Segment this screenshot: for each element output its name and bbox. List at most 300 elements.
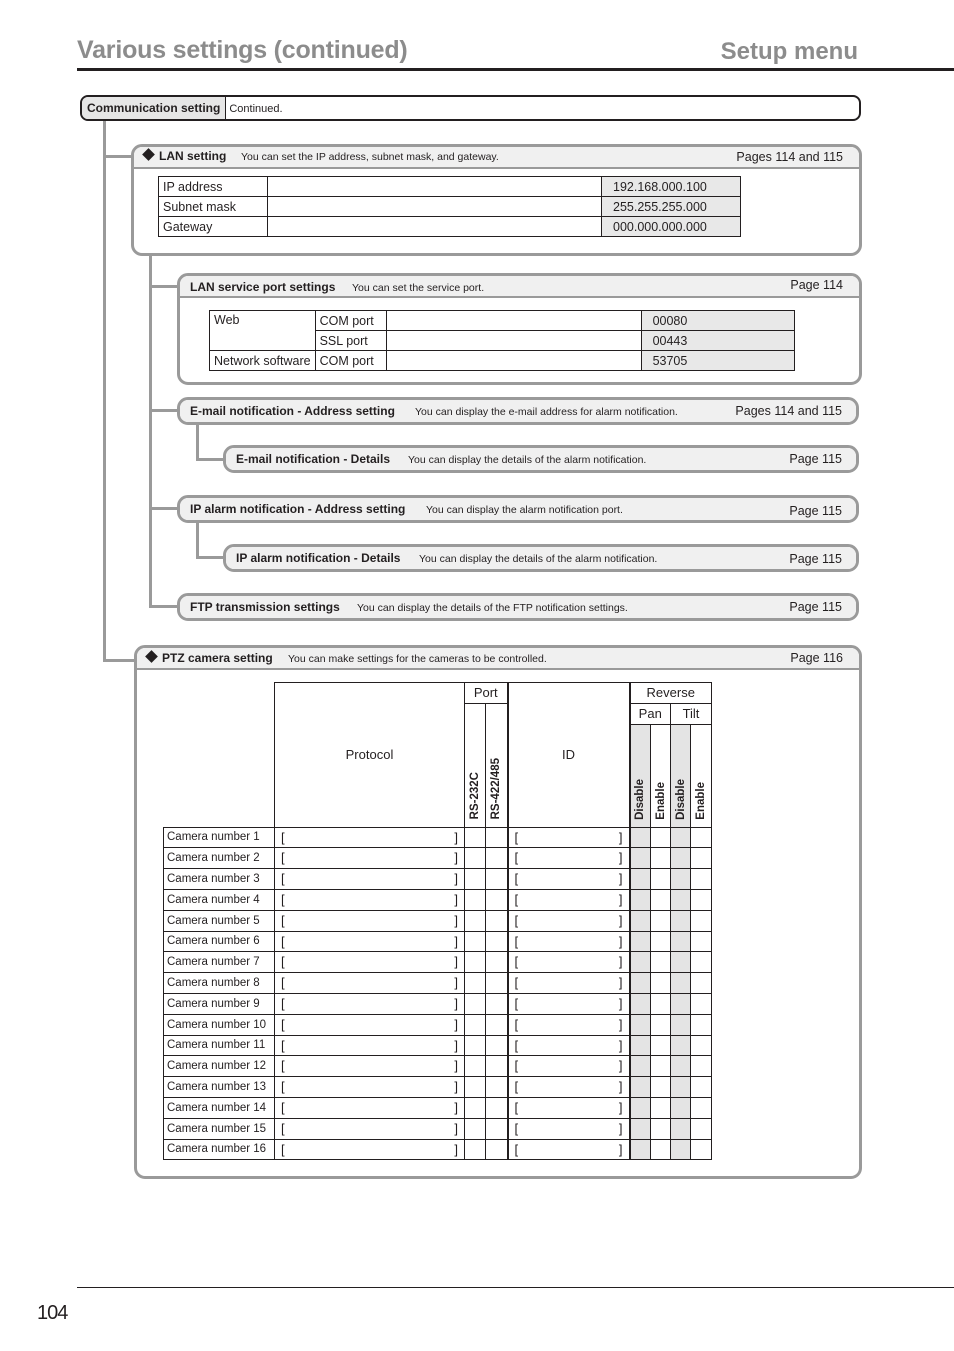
tilt-disable-cell bbox=[671, 1097, 691, 1118]
protocol-cell bbox=[275, 1056, 465, 1077]
tilt-enable-cell bbox=[691, 973, 712, 994]
bracket-open: [ bbox=[514, 850, 519, 866]
rs422-cell bbox=[486, 1014, 508, 1035]
camera-label: Camera number 6 bbox=[164, 931, 275, 952]
tree-branch-email-details bbox=[196, 458, 225, 461]
bracket-close: ] bbox=[454, 850, 458, 866]
id-cell bbox=[508, 1077, 630, 1098]
id-cell bbox=[508, 910, 630, 931]
table-row bbox=[164, 1118, 712, 1139]
email-details-header bbox=[226, 448, 856, 470]
service-port-table bbox=[209, 310, 795, 371]
tilt-enable-cell bbox=[691, 1097, 712, 1118]
ftp-pages: Page 115 bbox=[789, 600, 842, 614]
bracket-close: ] bbox=[454, 1058, 458, 1074]
tree-email-line bbox=[196, 424, 199, 461]
pan-disable-cell bbox=[630, 889, 651, 910]
ptz-table bbox=[163, 682, 712, 1160]
table-row bbox=[164, 931, 712, 952]
footer-rule bbox=[77, 1287, 954, 1288]
pan-enable-cell bbox=[651, 869, 671, 890]
rs232c-cell bbox=[465, 1056, 486, 1077]
lan-row-value: 255.255.255.000 bbox=[602, 197, 741, 217]
pan-disable-cell bbox=[630, 1035, 651, 1056]
tree-ip-line bbox=[196, 522, 199, 559]
bracket-open: [ bbox=[514, 1079, 519, 1095]
tilt-enable-cell bbox=[691, 889, 712, 910]
rs422-cell bbox=[486, 910, 508, 931]
bracket-close: ] bbox=[618, 1120, 623, 1136]
protocol-cell bbox=[275, 869, 465, 890]
protocol-cell bbox=[275, 1139, 465, 1160]
id-cell bbox=[508, 1035, 630, 1056]
rs232c-cell bbox=[465, 1035, 486, 1056]
tilt-enable-cell bbox=[691, 931, 712, 952]
pan-enable-cell bbox=[651, 889, 671, 910]
bracket-close: ] bbox=[454, 1037, 458, 1053]
page-number: 104 bbox=[37, 1302, 68, 1324]
continued-label: Continued. bbox=[229, 103, 283, 115]
protocol-cell bbox=[275, 1118, 465, 1139]
bracket-open: [ bbox=[281, 871, 285, 887]
protocol-header: Protocol bbox=[275, 683, 465, 828]
id-cell bbox=[508, 869, 630, 890]
bracket-open: [ bbox=[281, 1099, 285, 1115]
bracket-close: ] bbox=[618, 1016, 623, 1032]
protocol-cell bbox=[275, 931, 465, 952]
table-row bbox=[164, 848, 712, 869]
service-port-pages: Page 114 bbox=[790, 278, 843, 292]
id-header: ID bbox=[508, 683, 630, 828]
tilt-disable-cell bbox=[671, 973, 691, 994]
bracket-open: [ bbox=[281, 1037, 285, 1053]
pan-enable-cell bbox=[651, 848, 671, 869]
email-details-title: E-mail notification - Details bbox=[236, 452, 391, 466]
pan-disable-cell bbox=[630, 848, 651, 869]
bracket-open: [ bbox=[281, 912, 285, 928]
camera-label: Camera number 8 bbox=[164, 973, 275, 994]
bracket-close: ] bbox=[618, 1037, 623, 1053]
rs422-cell bbox=[486, 1118, 508, 1139]
protocol-cell bbox=[275, 1035, 465, 1056]
tilt-disable-cell bbox=[671, 827, 691, 848]
pan-disable-cell bbox=[630, 1097, 651, 1118]
service-blank bbox=[386, 351, 641, 371]
table-row bbox=[164, 889, 712, 910]
pan-enable-header: Enable bbox=[651, 724, 671, 827]
service-port-name: COM port bbox=[315, 351, 386, 371]
camera-label: Camera number 16 bbox=[164, 1139, 275, 1160]
pan-enable-cell bbox=[651, 993, 671, 1014]
lan-row-value: 192.168.000.100 bbox=[602, 177, 741, 197]
bracket-open: [ bbox=[281, 1016, 285, 1032]
id-cell bbox=[508, 1139, 630, 1160]
bracket-open: [ bbox=[514, 1037, 519, 1053]
service-blank bbox=[386, 311, 641, 331]
tilt-disable-cell bbox=[671, 1077, 691, 1098]
id-cell bbox=[508, 1118, 630, 1139]
pan-enable-cell bbox=[651, 1056, 671, 1077]
bracket-close: ] bbox=[454, 871, 458, 887]
pan-disable-cell bbox=[630, 931, 651, 952]
bracket-open: [ bbox=[281, 891, 285, 907]
pan-enable-cell bbox=[651, 973, 671, 994]
service-value: 00443 bbox=[641, 331, 794, 351]
bracket-open: [ bbox=[281, 995, 285, 1011]
camera-label: Camera number 15 bbox=[164, 1118, 275, 1139]
header-rule bbox=[77, 68, 954, 71]
service-port-name: SSL port bbox=[315, 331, 386, 351]
bracket-close: ] bbox=[618, 912, 623, 928]
bracket-open: [ bbox=[514, 829, 519, 845]
id-cell bbox=[508, 827, 630, 848]
bracket-close: ] bbox=[618, 975, 623, 991]
tree-branch-ftp bbox=[149, 605, 179, 608]
protocol-cell bbox=[275, 848, 465, 869]
tree-branch-lan bbox=[103, 155, 133, 158]
bracket-close: ] bbox=[454, 912, 458, 928]
pan-disable-cell bbox=[630, 827, 651, 848]
ptz-header-row bbox=[164, 683, 712, 704]
pan-disable-cell bbox=[630, 973, 651, 994]
bracket-close: ] bbox=[454, 995, 458, 1011]
tilt-disable-cell bbox=[671, 1118, 691, 1139]
ftp-desc: You can display the details of the FTP notification settings. bbox=[357, 602, 628, 614]
bracket-open: [ bbox=[514, 1141, 519, 1157]
communication-setting-bar bbox=[80, 95, 861, 121]
rs422-cell bbox=[486, 1097, 508, 1118]
rs232c-cell bbox=[465, 848, 486, 869]
tilt-disable-cell bbox=[671, 910, 691, 931]
lan-setting-section bbox=[131, 144, 862, 256]
ptz-title: PTZ camera setting bbox=[147, 651, 273, 665]
protocol-cell bbox=[275, 1097, 465, 1118]
page-title: Various settings (continued) bbox=[77, 36, 408, 64]
bracket-close: ] bbox=[454, 1079, 458, 1095]
id-cell bbox=[508, 889, 630, 910]
rs232c-cell bbox=[465, 973, 486, 994]
bracket-open: [ bbox=[281, 1058, 285, 1074]
tilt-enable-cell bbox=[691, 910, 712, 931]
bracket-close: ] bbox=[618, 1099, 623, 1115]
tilt-enable-cell bbox=[691, 1139, 712, 1160]
bracket-open: [ bbox=[281, 1141, 285, 1157]
diamond-icon bbox=[145, 650, 158, 663]
table-row bbox=[210, 311, 795, 331]
camera-label: Camera number 12 bbox=[164, 1056, 275, 1077]
bracket-close: ] bbox=[618, 891, 623, 907]
tilt-enable-cell bbox=[691, 869, 712, 890]
bracket-close: ] bbox=[618, 1079, 623, 1095]
pan-enable-cell bbox=[651, 827, 671, 848]
tilt-enable-cell bbox=[691, 848, 712, 869]
protocol-cell bbox=[275, 1014, 465, 1035]
pan-enable-cell bbox=[651, 1077, 671, 1098]
pan-enable-cell bbox=[651, 1014, 671, 1035]
email-address-header bbox=[180, 400, 856, 422]
tilt-enable-cell bbox=[691, 1118, 712, 1139]
lan-row-blank bbox=[268, 217, 602, 237]
bracket-open: [ bbox=[281, 1120, 285, 1136]
lan-setting-title: LAN setting bbox=[144, 149, 226, 163]
ip-alarm-details-title: IP alarm notification - Details bbox=[236, 551, 401, 565]
bracket-close: ] bbox=[618, 933, 623, 949]
bracket-close: ] bbox=[454, 1016, 458, 1032]
pan-disable-cell bbox=[630, 1014, 651, 1035]
bracket-close: ] bbox=[454, 954, 458, 970]
rs422-cell bbox=[486, 993, 508, 1014]
bracket-open: [ bbox=[514, 1099, 519, 1115]
lan-setting-pages: Pages 114 and 115 bbox=[736, 150, 843, 164]
camera-label: Camera number 11 bbox=[164, 1035, 275, 1056]
ip-alarm-details-pages: Page 115 bbox=[789, 552, 842, 566]
rs422-cell bbox=[486, 973, 508, 994]
id-cell bbox=[508, 931, 630, 952]
tilt-enable-cell bbox=[691, 1035, 712, 1056]
tree-branch-ip-alarm bbox=[149, 507, 179, 510]
bracket-open: [ bbox=[281, 850, 285, 866]
email-address-title: E-mail notification - Address setting bbox=[190, 404, 395, 418]
rs422-cell bbox=[486, 1077, 508, 1098]
tilt-disable-cell bbox=[671, 1035, 691, 1056]
camera-label: Camera number 14 bbox=[164, 1097, 275, 1118]
pan-disable-cell bbox=[630, 1077, 651, 1098]
bracket-open: [ bbox=[514, 891, 519, 907]
protocol-cell bbox=[275, 1077, 465, 1098]
lan-row-blank bbox=[268, 177, 602, 197]
lan-row-label: Subnet mask bbox=[159, 197, 268, 217]
protocol-cell bbox=[275, 973, 465, 994]
rs232c-cell bbox=[465, 869, 486, 890]
tilt-disable-cell bbox=[671, 869, 691, 890]
camera-label: Camera number 2 bbox=[164, 848, 275, 869]
bracket-close: ] bbox=[454, 829, 458, 845]
bracket-open: [ bbox=[514, 912, 519, 928]
bracket-close: ] bbox=[454, 975, 458, 991]
service-value: 00080 bbox=[641, 311, 794, 331]
rs232c-cell bbox=[465, 910, 486, 931]
camera-label: Camera number 9 bbox=[164, 993, 275, 1014]
service-blank bbox=[386, 331, 641, 351]
port-header: Port bbox=[465, 683, 508, 704]
ip-alarm-details-desc: You can display the details of the alarm notification. bbox=[419, 553, 658, 565]
rs422-cell bbox=[486, 1035, 508, 1056]
id-cell bbox=[508, 973, 630, 994]
tilt-enable-cell bbox=[691, 952, 712, 973]
ip-alarm-address-desc: You can display the alarm notification port. bbox=[426, 504, 623, 516]
bracket-close: ] bbox=[618, 829, 623, 845]
table-row bbox=[164, 973, 712, 994]
id-cell bbox=[508, 1056, 630, 1077]
email-address-section bbox=[177, 397, 859, 425]
service-group: Network software bbox=[210, 351, 316, 371]
table-row bbox=[159, 197, 741, 217]
tilt-enable-cell bbox=[691, 1056, 712, 1077]
tree-branch-ip-details bbox=[196, 556, 225, 559]
bracket-open: [ bbox=[281, 829, 285, 845]
bracket-close: ] bbox=[454, 1141, 458, 1157]
pan-header: Pan bbox=[630, 703, 671, 724]
tilt-disable-cell bbox=[671, 952, 691, 973]
tilt-disable-cell bbox=[671, 848, 691, 869]
bracket-close: ] bbox=[454, 1099, 458, 1115]
rs232c-cell bbox=[465, 1014, 486, 1035]
tilt-enable-cell bbox=[691, 1077, 712, 1098]
pan-disable-cell bbox=[630, 1139, 651, 1160]
pan-enable-cell bbox=[651, 1139, 671, 1160]
bracket-open: [ bbox=[514, 871, 519, 887]
table-row bbox=[164, 1035, 712, 1056]
camera-label: Camera number 10 bbox=[164, 1014, 275, 1035]
rs422-cell bbox=[486, 869, 508, 890]
table-row bbox=[164, 1014, 712, 1035]
bracket-open: [ bbox=[514, 995, 519, 1011]
pan-disable-header: Disable bbox=[630, 724, 651, 827]
rs422-cell bbox=[486, 1056, 508, 1077]
tilt-enable-cell bbox=[691, 827, 712, 848]
pan-enable-cell bbox=[651, 952, 671, 973]
tilt-disable-cell bbox=[671, 1014, 691, 1035]
table-row bbox=[164, 1077, 712, 1098]
bracket-open: [ bbox=[281, 1079, 285, 1095]
tilt-disable-cell bbox=[671, 889, 691, 910]
bracket-close: ] bbox=[618, 1141, 623, 1157]
bracket-close: ] bbox=[454, 933, 458, 949]
camera-label: Camera number 5 bbox=[164, 910, 275, 931]
bracket-open: [ bbox=[514, 933, 519, 949]
bracket-open: [ bbox=[281, 975, 285, 991]
table-row bbox=[159, 217, 741, 237]
id-cell bbox=[508, 993, 630, 1014]
camera-label: Camera number 1 bbox=[164, 827, 275, 848]
camera-label: Camera number 3 bbox=[164, 869, 275, 890]
service-value: 53705 bbox=[641, 351, 794, 371]
bracket-close: ] bbox=[618, 850, 623, 866]
service-port-title: LAN service port settings bbox=[190, 280, 336, 294]
id-cell bbox=[508, 1014, 630, 1035]
ftp-header bbox=[180, 596, 856, 618]
rs232c-cell bbox=[465, 827, 486, 848]
service-port-desc: You can set the service port. bbox=[352, 282, 485, 294]
camera-label: Camera number 4 bbox=[164, 889, 275, 910]
pan-disable-cell bbox=[630, 869, 651, 890]
id-cell bbox=[508, 848, 630, 869]
rs232c-cell bbox=[465, 993, 486, 1014]
service-port-name: COM port bbox=[315, 311, 386, 331]
bracket-open: [ bbox=[514, 954, 519, 970]
email-details-pages: Page 115 bbox=[789, 452, 842, 466]
camera-label: Camera number 13 bbox=[164, 1077, 275, 1098]
lan-row-label: Gateway bbox=[159, 217, 268, 237]
protocol-cell bbox=[275, 952, 465, 973]
pan-enable-cell bbox=[651, 910, 671, 931]
ip-alarm-details-header bbox=[226, 547, 856, 569]
tilt-disable-header: Disable bbox=[671, 724, 691, 827]
table-row bbox=[164, 869, 712, 890]
ip-alarm-address-section bbox=[177, 495, 859, 523]
table-row bbox=[159, 177, 741, 197]
pan-enable-cell bbox=[651, 1118, 671, 1139]
diamond-icon bbox=[142, 148, 155, 161]
email-details-desc: You can display the details of the alarm notification. bbox=[408, 454, 647, 466]
table-row bbox=[164, 1097, 712, 1118]
email-address-pages: Pages 114 and 115 bbox=[735, 404, 842, 418]
rs422-cell bbox=[486, 848, 508, 869]
lan-setting-desc: You can set the IP address, subnet mask, and gateway. bbox=[241, 151, 499, 163]
service-port-section bbox=[177, 273, 862, 385]
ptz-desc: You can make settings for the cameras to be controlled. bbox=[288, 653, 547, 665]
tree-branch-ptz bbox=[103, 659, 136, 662]
ptz-header bbox=[137, 648, 859, 670]
ftp-title: FTP transmission settings bbox=[190, 600, 340, 614]
rs422-cell bbox=[486, 827, 508, 848]
pan-disable-cell bbox=[630, 1118, 651, 1139]
rs422-cell bbox=[486, 952, 508, 973]
tree-main-line bbox=[103, 121, 106, 662]
lan-row-blank bbox=[268, 197, 602, 217]
lan-row-value: 000.000.000.000 bbox=[602, 217, 741, 237]
rs422-header: RS-422/485 bbox=[486, 703, 508, 827]
rs422-cell bbox=[486, 1139, 508, 1160]
pan-enable-cell bbox=[651, 1035, 671, 1056]
service-group: Web bbox=[210, 311, 316, 351]
rs422-cell bbox=[486, 889, 508, 910]
tree-branch-email bbox=[149, 409, 179, 412]
ip-alarm-address-title: IP alarm notification - Address setting bbox=[190, 502, 406, 516]
rs232c-cell bbox=[465, 1097, 486, 1118]
pan-disable-cell bbox=[630, 993, 651, 1014]
rs232c-cell bbox=[465, 952, 486, 973]
bracket-open: [ bbox=[514, 1058, 519, 1074]
id-cell bbox=[508, 952, 630, 973]
bracket-open: [ bbox=[514, 1016, 519, 1032]
protocol-cell bbox=[275, 889, 465, 910]
table-row bbox=[164, 827, 712, 848]
bracket-close: ] bbox=[454, 1120, 458, 1136]
section-title: Setup menu bbox=[720, 38, 858, 65]
lan-setting-header bbox=[134, 147, 859, 169]
rs232c-cell bbox=[465, 1139, 486, 1160]
bracket-open: [ bbox=[514, 1120, 519, 1136]
bracket-close: ] bbox=[618, 995, 623, 1011]
table-row bbox=[210, 351, 795, 371]
tilt-disable-cell bbox=[671, 1056, 691, 1077]
id-cell bbox=[508, 1097, 630, 1118]
email-address-desc: You can display the e-mail address for alarm notification. bbox=[415, 406, 678, 418]
tree-branch-service-port bbox=[149, 285, 179, 288]
reverse-header: Reverse bbox=[630, 683, 712, 704]
tilt-enable-cell bbox=[691, 1014, 712, 1035]
tilt-disable-cell bbox=[671, 993, 691, 1014]
rs422-cell bbox=[486, 931, 508, 952]
tilt-header: Tilt bbox=[671, 703, 712, 724]
rs232c-header: RS-232C bbox=[465, 703, 486, 827]
protocol-cell bbox=[275, 827, 465, 848]
table-row bbox=[164, 993, 712, 1014]
tilt-enable-cell bbox=[691, 993, 712, 1014]
ftp-section bbox=[177, 593, 859, 621]
lan-setting-table bbox=[158, 176, 741, 237]
rs232c-cell bbox=[465, 889, 486, 910]
bracket-close: ] bbox=[618, 871, 623, 887]
bracket-close: ] bbox=[618, 1058, 623, 1074]
rs232c-cell bbox=[465, 1077, 486, 1098]
table-row bbox=[164, 952, 712, 973]
tilt-disable-cell bbox=[671, 1139, 691, 1160]
protocol-cell bbox=[275, 910, 465, 931]
protocol-cell bbox=[275, 993, 465, 1014]
bracket-close: ] bbox=[454, 891, 458, 907]
